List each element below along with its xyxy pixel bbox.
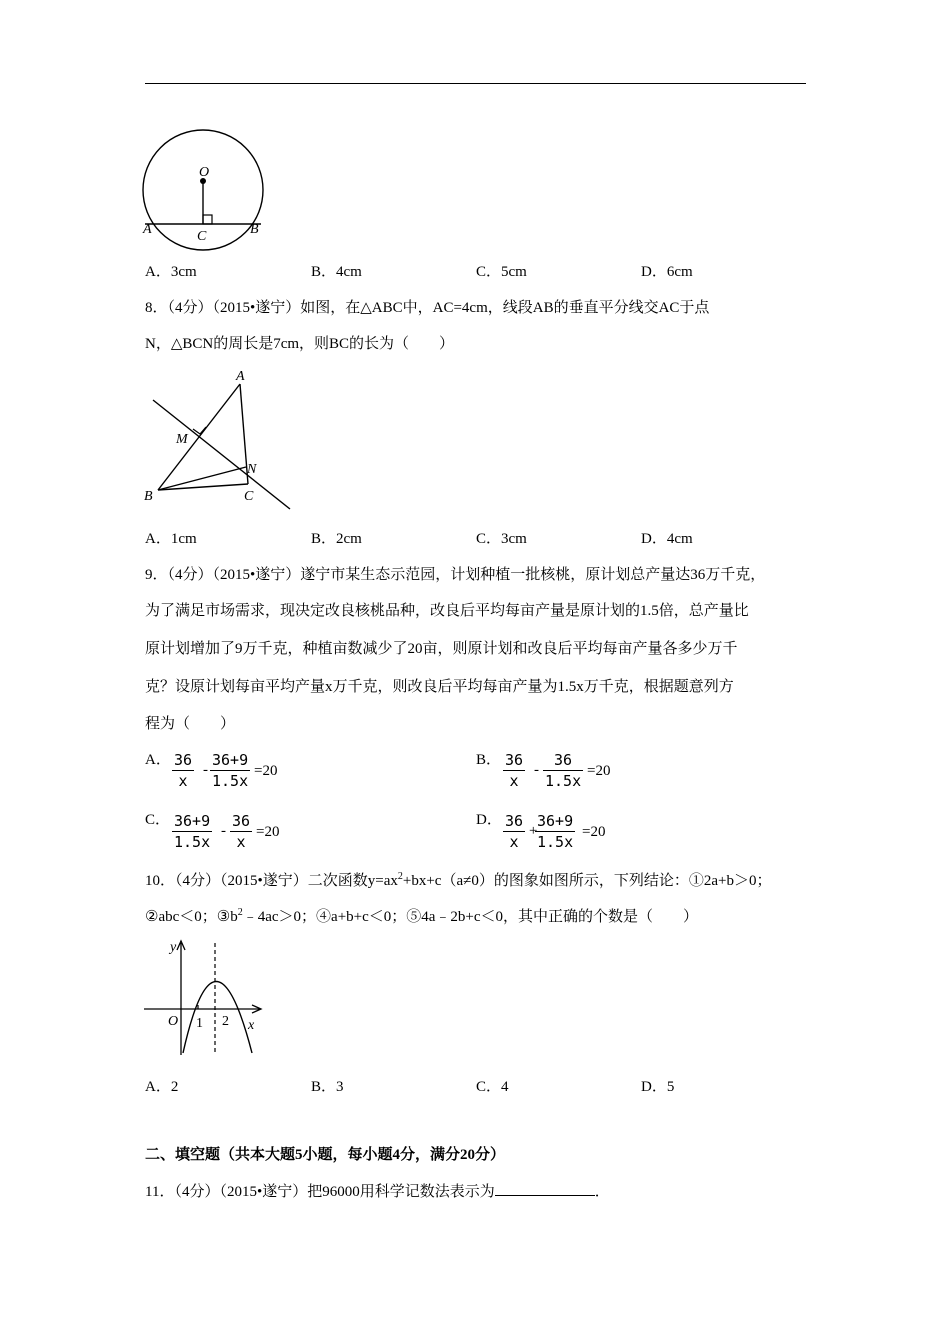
q8-triangle-figure — [140, 368, 300, 513]
q9-question-line2: 为了满足市场需求，现决定改良核桃品种，改良后平均每亩产量是原计划的1.5倍，总产量比 — [145, 603, 749, 619]
q9-b-fraction-1: $\frac{36}{x}$ — [505, 751, 524, 790]
section-heading-fill-in: 二、填空题（共本大题5小题，每小题4分，满分20分） — [145, 1147, 506, 1163]
q10-question-line1: 10．（4分）（2015•遂宁）二次函数$y=ax^2+bx+c(a\ne 0)$的图象如图所示，下列结论：①2a+b＞0； — [145, 871, 772, 889]
q9-a-fraction-1: $\frac{36}{x}$ — [174, 751, 193, 790]
q7-option-d[interactable]: D．6cm — [641, 264, 693, 280]
q8-label-b: B — [144, 489, 153, 504]
q7-label-a: A — [143, 222, 152, 237]
q7-label-c: C — [197, 229, 207, 244]
q10-label-o: O — [168, 1014, 179, 1029]
q8-question-line1: 8．（4分）（2015•遂宁）如图，在△ABC中，AC=4cm，线段AB的垂直平分线交AC于点 — [145, 300, 710, 316]
q7-label-o: O — [199, 165, 210, 180]
q8-option-b[interactable]: B．2cm — [311, 531, 362, 547]
q8-option-a[interactable]: A．1cm — [145, 531, 197, 547]
q10-label-x: x — [248, 1018, 255, 1033]
q9-question-line5: 程为（ ） — [145, 716, 236, 732]
q9-question-line3: 原计划增加了9万千克，种植亩数减少了20亩，则原计划和改良后平均每亩产量各多少万千 — [145, 641, 738, 657]
q10-label-2: 2 — [222, 1014, 229, 1029]
q9-d-fraction-1: $\frac{36}{x}$ — [505, 812, 524, 851]
q11-question: 11．（4分）（2015•遂宁）把96000用科学记数法表示为 ． — [145, 1181, 610, 1202]
q9-d-fraction-2: $\frac{36+9}{1.5x}$ — [537, 812, 574, 851]
q7-option-c[interactable]: C．5cm — [476, 264, 527, 280]
q7-label-b: B — [250, 222, 259, 237]
q7-option-a[interactable]: A．3cm — [145, 264, 197, 280]
q10-option-c[interactable]: C．4 — [476, 1079, 509, 1095]
q10-option-b[interactable]: B．3 — [311, 1079, 344, 1095]
q9-question-line4: 克？设原计划每亩平均产量x万千克，则改良后平均每亩产量为1.5x万千克，根据题意列方 — [145, 679, 734, 695]
q8-label-m: M — [176, 432, 188, 447]
q10-option-d[interactable]: D．5 — [641, 1079, 675, 1095]
q10-option-a[interactable]: A．2 — [145, 1079, 179, 1095]
q9-c-fraction-2: $\frac{36}{x}$ — [232, 812, 251, 851]
q8-question-line2: N，△BCN的周长是7cm，则BC的长为（ ） — [145, 336, 455, 352]
q11-answer-blank[interactable] — [495, 1181, 595, 1196]
q7-option-b[interactable]: B．4cm — [311, 264, 362, 280]
q9-question-line1: 9．（4分）（2015•遂宁）遂宁市某生态示范园，计划种植一批核桃，原计划总产量达36万千克， — [145, 567, 766, 583]
q8-option-c[interactable]: C．3cm — [476, 531, 527, 547]
q8-label-n: N — [247, 462, 257, 477]
q7-circle-figure — [135, 128, 275, 248]
q8-label-c: C — [244, 489, 254, 504]
header-rule — [145, 83, 806, 84]
q10-label-y: y — [170, 940, 177, 955]
q9-b-fraction-2: $\frac{36}{1.5x}$ — [545, 751, 582, 790]
q8-label-a: A — [236, 369, 245, 384]
q10-parabola-figure — [140, 935, 270, 1060]
q10-label-1: 1 — [196, 1016, 203, 1031]
q9-c-fraction-1: $\frac{36+9}{1.5x}$ — [174, 812, 211, 851]
q10-question-line2: ②abc＜0；$③b^2﹣4ac>0$；④a+b+c＜0；⑤4a﹣2b+c＜0，其中正确的个数是（ ） — [145, 907, 699, 925]
q9-a-fraction-2: $\frac{36+9}{1.5x}$ — [212, 751, 249, 790]
q8-option-d[interactable]: D．4cm — [641, 531, 693, 547]
